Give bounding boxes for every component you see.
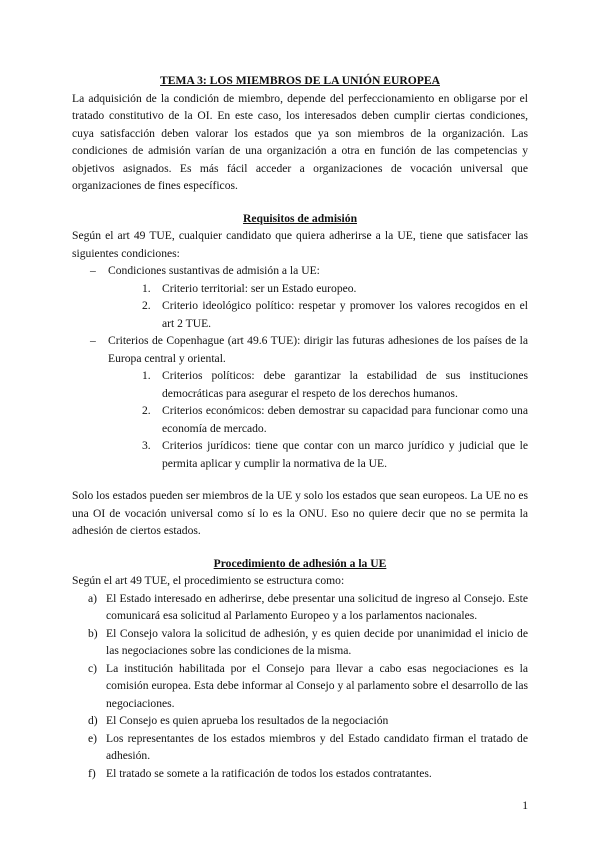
numbered-list bbox=[108, 280, 528, 333]
numbered-list bbox=[108, 367, 528, 472]
list-marker: 2. bbox=[142, 404, 151, 417]
spacer bbox=[72, 472, 528, 487]
intro-paragraph: La adquisición de la condición de miembro, depende del perfeccionamiento en obligarse por el tratado constitutivo de la OI. En este caso, los interesados deben cumplir ciertas condiciones, cuya satisfacción deben valorar los estados que ya son miembros de la organización. Las condiciones de admisión varían de una organización a otra en función de las competencias y objetivos asignados. Es más fácil acceder a organizaciones de vocación universal que organizaciones de fines específicos. bbox=[72, 91, 528, 192]
requisitos-lead: Según el art 49 TUE, cualquier candidato que quiera adherirse a la UE, tiene que satisfacer las siguientes condiciones: bbox=[72, 229, 528, 260]
list-item bbox=[88, 590, 528, 625]
list-marker: 1. bbox=[142, 369, 151, 382]
list-item bbox=[88, 712, 528, 730]
list-item bbox=[142, 367, 528, 402]
group-text: Criterios de Copenhague (art 49.6 TUE): dirigir las futuras adhesiones de los países de la Europa central y oriental. bbox=[108, 334, 528, 365]
list-marker: 2. bbox=[142, 299, 151, 312]
page-number: 1 bbox=[522, 799, 528, 812]
requisitos-list bbox=[72, 262, 528, 472]
procedimiento-lead: Según el art 49 TUE, el procedimiento se estructura como: bbox=[72, 574, 345, 587]
list-item bbox=[90, 262, 528, 332]
spacer bbox=[72, 540, 528, 555]
list-marker: f) bbox=[88, 766, 96, 780]
requisitos-closing: Solo los estados pueden ser miembros de la UE y solo los estados que sean europeos. La UE no es una OI de vocación universal como sí lo es la ONU. Eso no quiere decir que no se permita la adhesión de ciertos estados. bbox=[72, 489, 528, 537]
list-item-text: La institución habilitada por el Consejo para llevar a cabo esas negociaciones es la comisión europea. Esta debe informar al Consejo y al parlamento sobre el desarrollo de las negociaciones. bbox=[106, 661, 528, 710]
section-heading-requisitos: Requisitos de admisión bbox=[242, 211, 358, 225]
list-item bbox=[142, 437, 528, 472]
list-item-text: El Estado interesado en adherirse, debe presentar una solicitud de ingreso al Consejo. Este comunicará esa solicitud al Parlamento Europeo y a los parlamentos nacionales. bbox=[106, 591, 528, 622]
list-marker: b) bbox=[88, 626, 98, 640]
list-item-text: Criterios políticos: debe garantizar la estabilidad de sus instituciones democráticas para asegurar el respeto de los derechos humanos. bbox=[162, 369, 528, 400]
list-item bbox=[88, 730, 528, 765]
procedimiento-steps bbox=[72, 590, 528, 783]
list-item-text: El Consejo es quien aprueba los resultados de la negociación bbox=[106, 714, 389, 727]
list-marker: 3. bbox=[142, 439, 151, 452]
list-marker: d) bbox=[88, 714, 98, 727]
section-heading-procedimiento: Procedimiento de adhesión a la UE bbox=[213, 556, 387, 570]
list-item-text: Criterio ideológico político: respetar y promover los valores recogidos en el art 2 TUE. bbox=[162, 299, 528, 330]
group-text: Condiciones sustantivas de admisión a la UE: bbox=[108, 264, 320, 277]
list-item bbox=[142, 280, 528, 298]
spacer bbox=[72, 195, 528, 210]
list-item bbox=[88, 660, 528, 713]
list-item-text: Los representantes de los estados miembros y del Estado candidato firman el tratado de adhesión. bbox=[106, 731, 528, 762]
document-title: TEMA 3: LOS MIEMBROS DE LA UNIÓN EUROPEA bbox=[160, 74, 440, 87]
list-item bbox=[142, 402, 528, 437]
list-marker: e) bbox=[88, 731, 98, 745]
list-marker: 1. bbox=[142, 281, 151, 295]
list-item bbox=[88, 765, 528, 783]
list-item bbox=[88, 625, 528, 660]
list-item-text: El Consejo valora la solicitud de adhesión, y es quien decide por unanimidad el inicio de las negociaciones sobre las condiciones de la misma. bbox=[106, 626, 528, 657]
list-marker: c) bbox=[88, 661, 98, 675]
list-item-text: Criterio territorial: ser un Estado europeo. bbox=[162, 281, 357, 295]
list-item bbox=[142, 297, 528, 332]
list-marker: a) bbox=[88, 591, 98, 605]
list-item bbox=[90, 332, 528, 472]
list-item-text: Criterios jurídicos: tiene que contar con un marco jurídico y judicial que le permita aplicar y cumplir la normativa de la UE. bbox=[162, 439, 528, 470]
list-item-text: Criterios económicos: deben demostrar su capacidad para funcionar como una economía de mercado. bbox=[162, 404, 528, 435]
list-item-text: El tratado se somete a la ratificación de todos los estados contratantes. bbox=[106, 766, 432, 780]
